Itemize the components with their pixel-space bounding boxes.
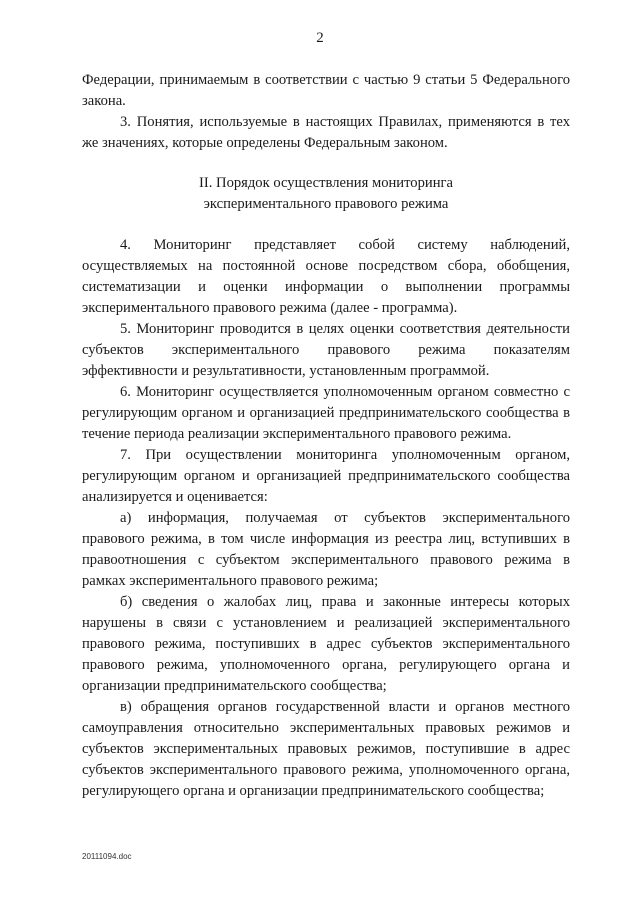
footer-filename: 20111094.doc	[82, 852, 132, 861]
subparagraph-b: б) сведения о жалобах лиц, права и законные интересы которых нарушены в связи с установлением и реализацией экспериментального правового режима, поступивших в адрес субъектов экспериментального правового режима, уполномоченного органа, регулирующего органа и организации предпринимательского сообщества;	[82, 594, 570, 694]
paragraph-3: 3. Понятия, используемые в настоящих Правилах, применяются в тех же значениях, которые определены Федеральным законом.	[82, 114, 570, 151]
paragraph-7: 7. При осуществлении мониторинга уполномоченным органом, регулирующим органом и организацией предпринимательского сообщества анализируется и оценивается:	[82, 447, 570, 505]
paragraph-continuation: Федерации, принимаемым в соответствии с частью 9 статьи 5 Федерального закона.	[82, 72, 570, 109]
subparagraph-v: в) обращения органов государственной власти и органов местного самоуправления относительно экспериментальных правовых режимов и субъектов экспериментальных правовых режимов, поступившие в адрес субъектов экспериментального правового режима, уполномоченного органа, регулирующего органа и организации предпринимательского сообщества;	[82, 699, 570, 799]
page-number: 2	[316, 30, 324, 46]
paragraph-5: 5. Мониторинг проводится в целях оценки соответствия деятельности субъектов экспериментального правового режима показателям эффективности и результативности, установленным программой.	[82, 321, 570, 379]
paragraph-6: 6. Мониторинг осуществляется уполномоченным органом совместно с регулирующим органом и организацией предпринимательского сообщества в течение периода реализации экспериментального правового режима.	[82, 384, 570, 442]
section-heading-line-2: экспериментального правового режима	[203, 196, 449, 212]
section-heading-line-1: II. Порядок осуществления мониторинга	[199, 175, 453, 191]
paragraph-4: 4. Мониторинг представляет собой систему наблюдений, осуществляемых на постоянной основе посредством сбора, обобщения, систематизации и оценки информации о выполнении программы экспериментального правового режима (далее - программа).	[82, 237, 570, 316]
subparagraph-a: а) информация, получаемая от субъектов экспериментального правового режима, в том числе информация из реестра лиц, вступивших в правоотношения с субъектом экспериментального правового режима в рамках экспериментального правового режима;	[82, 510, 570, 589]
document-body	[82, 70, 570, 802]
section-heading	[82, 173, 570, 215]
